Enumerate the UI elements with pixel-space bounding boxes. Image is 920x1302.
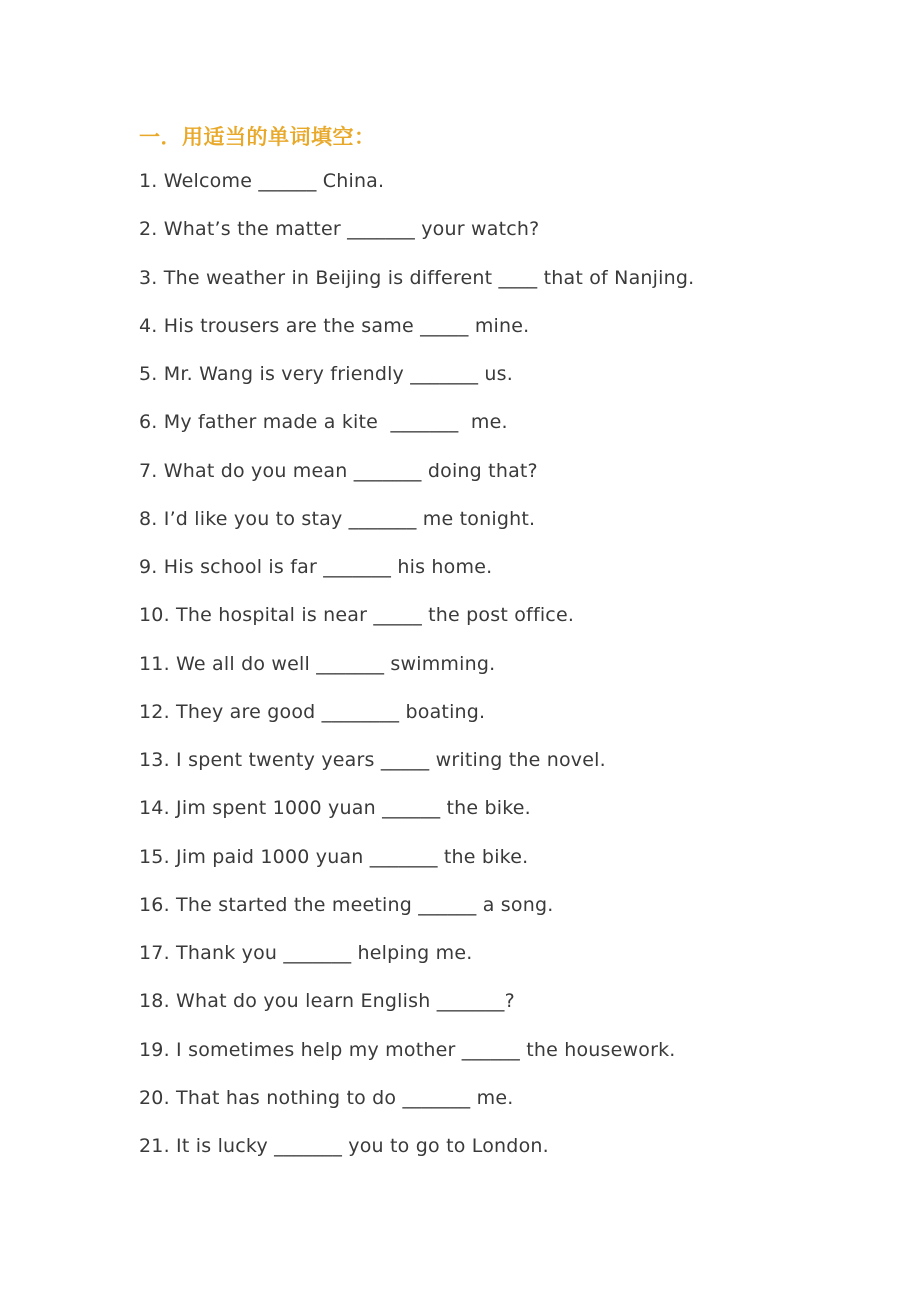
question-item: 3. The weather in Beijing is different ____ that of Nanjing. bbox=[139, 266, 695, 289]
question-list bbox=[139, 165, 694, 1178]
question-item: 12. They are good ________ boating. bbox=[139, 700, 486, 723]
question-item: 19. I sometimes help my mother ______ the housework. bbox=[139, 1038, 676, 1061]
section-heading: 一．用适当的单词填空： bbox=[139, 125, 376, 149]
question-item: 8. I’d like you to stay _______ me tonight. bbox=[139, 507, 536, 530]
question-item: 18. What do you learn English _______? bbox=[139, 990, 515, 1013]
question-item: 1. Welcome ______ China. bbox=[139, 170, 385, 192]
question-item: 10. The hospital is near _____ the post office. bbox=[139, 604, 575, 627]
question-item: 14. Jim spent 1000 yuan ______ the bike. bbox=[139, 797, 531, 820]
question-item: 2. What’s the matter _______ your watch? bbox=[139, 218, 540, 241]
question-item: 15. Jim paid 1000 yuan _______ the bike. bbox=[139, 845, 529, 868]
question-item: 4. His trousers are the same _____ mine. bbox=[139, 314, 530, 337]
question-item: 6. My father made a kite _______ me. bbox=[139, 411, 508, 434]
question-item: 7. What do you mean _______ doing that? bbox=[139, 459, 538, 482]
question-item: 5. Mr. Wang is very friendly _______ us. bbox=[139, 363, 513, 385]
question-item: 21. It is lucky _______ you to go to London. bbox=[139, 1135, 549, 1157]
question-item: 20. That has nothing to do _______ me. bbox=[139, 1086, 514, 1109]
question-item: 9. His school is far _______ his home. bbox=[139, 556, 493, 578]
question-item: 13. I spent twenty years _____ writing the novel. bbox=[139, 749, 606, 771]
question-item: 11. We all do well _______ swimming. bbox=[139, 652, 496, 675]
question-item: 17. Thank you _______ helping me. bbox=[139, 942, 473, 964]
question-item: 16. The started the meeting ______ a song. bbox=[139, 893, 554, 916]
